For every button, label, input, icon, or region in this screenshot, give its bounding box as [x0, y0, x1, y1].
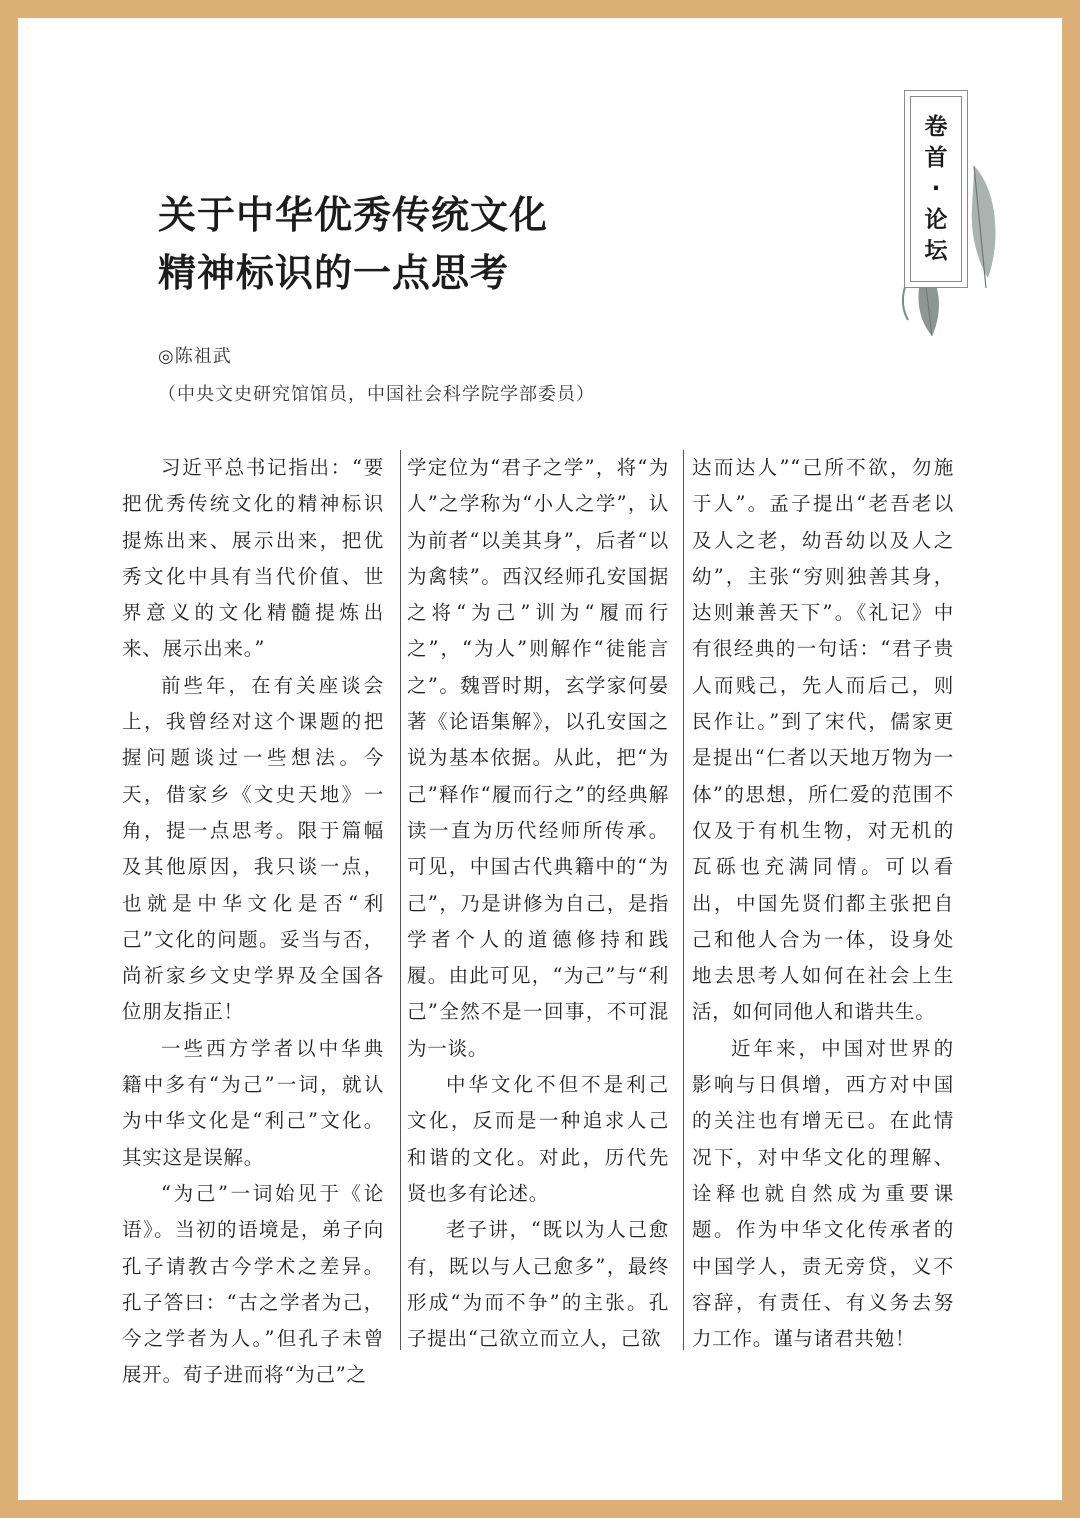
section-tag-char: 坛 — [924, 237, 948, 264]
section-tag-char: · — [931, 175, 941, 202]
column-divider — [400, 450, 401, 1350]
paragraph: 老子讲，“既以为人己愈有，既以与人己愈多”，最终形成“为而不争”的主张。孔子提出“己欲立而立人，己欲 — [407, 1218, 669, 1351]
page — [18, 18, 1062, 1500]
column-3 — [692, 450, 954, 1357]
column-divider — [683, 450, 684, 1350]
section-tag-char: 卷 — [924, 113, 948, 140]
paragraph: 近年来，中国对世界的影响与日俱增，西方对中国的关注也有增无已。在此情况下，对中华文化的理解、诠释也就自然成为重要课题。作为中华文化传承者的中国学人，责无旁贷，义不容辞，有责任、有义务去努力工作。谨与诸君共勉！ — [692, 1036, 954, 1351]
column-2 — [407, 450, 669, 1357]
paragraph-continued: 达而达人”“己所不欲，勿施于人”。孟子提出“老吾老以及人之老，幼吾幼以及人之幼”，主张“穷则独善其身，达则兼善天下”。《礼记》中有很经典的一句话：“君子贵人而贱己，先人而后己，则民作让。”到了宋代，儒家更是提出“仁者以天地万物为一体”的思想，所仁爱的范围不仅及于有机生物，对无机的瓦砾也充满同情。可以看出，中国先贤们都主张把自己和他人合为一体，设身处地去思考人如何在社会上生活，如何同他人和谐共生。 — [692, 456, 954, 1024]
paragraph: 中华文化不但不是利己文化，反而是一种追求人己和谐的文化。对此，历代先贤也多有论述。 — [407, 1073, 669, 1205]
section-tag-frame — [904, 90, 968, 288]
paragraph: 一些西方学者以中华典籍中多有“为己”一词，就认为中华文化是“利己”文化。其实这是误解。 — [122, 1036, 384, 1169]
section-tag — [888, 88, 1018, 338]
paragraph: 习近平总书记指出：“要把优秀传统文化的精神标识提炼出来、展示出来，把优秀文化中具有当代价值、世界意义的文化精髓提炼出来、展示出来。” — [122, 456, 384, 661]
title-line-2: 精神标识的一点思考 — [158, 251, 510, 295]
article-title — [158, 186, 548, 302]
author-affiliation: （中央文史研究馆馆员，中国社会科学院学部委员） — [158, 384, 595, 405]
paragraph: “为己”一词始见于《论语》。当初的语境是，弟子向孔子请教古今学术之差异。孔子答曰：“古之学者为己，今之学者为人。”但孔子未曾展开。荀子进而将“为己”之 — [122, 1181, 384, 1387]
paragraph: 前些年，在有关座谈会上，我曾经对这个课题的把握问题谈过一些想法。今天，借家乡《文史天地》一角，提一点思考。限于篇幅及其他原因，我只谈一点，也就是中华文化是否“利己”文化的问题。妥当与否，尚祈家乡文史学界及全国各位朋友指正！ — [122, 673, 384, 1024]
paragraph-continued: 学定位为“君子之学”，将“为人”之学称为“小人之学”，认为前者“以美其身”，后者“以为禽犊”。西汉经师孔安国据之将“为己”训为“履而行之”，“为人”则解作“徒能言之”。魏晋时期，玄学家何晏著《论语集解》，以孔安国之说为基本依据。从此，把“为己”释作“履而行之”的经典解读一直为历代经师所传承。可见，中国古代典籍中的“为己”，乃是讲修为自己，是指学者个人的道德修持和践履。由此可见，“为己”与“利己”全然不是一回事，不可混为一谈。 — [407, 456, 669, 1060]
author-name: ◎陈祖武 — [158, 346, 232, 367]
section-tag-char: 论 — [924, 206, 948, 233]
column-1 — [122, 450, 384, 1394]
title-line-1: 关于中华优秀传统文化 — [158, 193, 549, 237]
section-tag-char: 首 — [924, 144, 948, 171]
